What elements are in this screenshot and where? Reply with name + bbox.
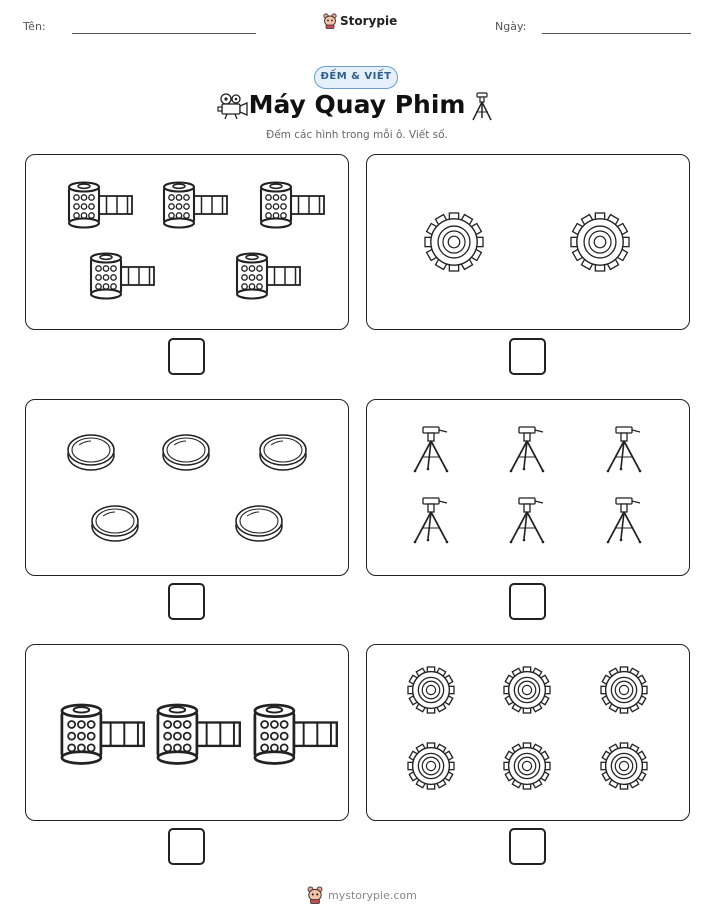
film-reel-icon (261, 183, 324, 228)
film-reel-icon (91, 254, 154, 299)
film-reel-icon (255, 705, 337, 764)
gear-icon (571, 213, 629, 271)
date-label: Ngày: (495, 20, 527, 33)
gear-icon (408, 667, 454, 713)
tripod-icon (470, 92, 494, 122)
date-line[interactable] (542, 33, 691, 34)
lens-filter-icon (260, 435, 306, 470)
tripod-icon (414, 427, 449, 472)
counting-panel-film-reels (25, 154, 349, 330)
tripod-icon (414, 498, 449, 543)
storypie-mascot-icon (323, 13, 337, 29)
lens-filter-icon (163, 435, 209, 470)
gear-icon (504, 667, 550, 713)
counting-panel-tripods (366, 399, 690, 576)
lens-filter-icon (68, 435, 114, 470)
lens-filter-icon (236, 506, 282, 541)
counting-panel-large-film-reels (25, 644, 349, 821)
storypie-logo (323, 13, 397, 29)
gear-icon (601, 667, 647, 713)
brand-name: Storypie (340, 14, 398, 28)
panel-drawing (367, 645, 689, 820)
panel-drawing (367, 155, 689, 329)
counting-panel-small-gears (366, 644, 690, 821)
answer-box-6[interactable] (509, 828, 546, 865)
counting-panel-lens-filters (25, 399, 349, 576)
panel-drawing (26, 155, 348, 329)
gear-icon (425, 213, 483, 271)
tripod-icon (607, 498, 642, 543)
film-reel-icon (62, 705, 144, 764)
answer-box-3[interactable] (168, 583, 205, 620)
tripod-icon (510, 427, 545, 472)
footer-url: mystorypie.com (328, 888, 417, 902)
panel-drawing (367, 400, 689, 575)
lens-filter-icon (92, 506, 138, 541)
answer-box-2[interactable] (509, 338, 546, 375)
footer (307, 886, 417, 904)
film-reel-icon (158, 705, 240, 764)
answer-box-1[interactable] (168, 338, 205, 375)
name-label: Tên: (23, 20, 46, 33)
gear-icon (408, 743, 454, 789)
instruction-text: Đếm các hình trong mỗi ô. Viết số. (266, 129, 448, 141)
counting-panel-gears (366, 154, 690, 330)
film-reel-icon (164, 183, 227, 228)
panel-drawing (26, 400, 348, 575)
category-badge: ĐẾM & VIẾT (314, 66, 398, 89)
gear-icon (601, 743, 647, 789)
film-reel-icon (69, 183, 132, 228)
answer-box-4[interactable] (509, 583, 546, 620)
name-line[interactable] (72, 33, 256, 34)
film-reel-icon (237, 254, 300, 299)
panel-drawing (26, 645, 348, 820)
tripod-icon (510, 498, 545, 543)
page-title: Máy Quay Phim (248, 90, 466, 119)
answer-box-5[interactable] (168, 828, 205, 865)
tripod-icon (607, 427, 642, 472)
storypie-mascot-icon (307, 886, 323, 904)
gear-icon (504, 743, 550, 789)
